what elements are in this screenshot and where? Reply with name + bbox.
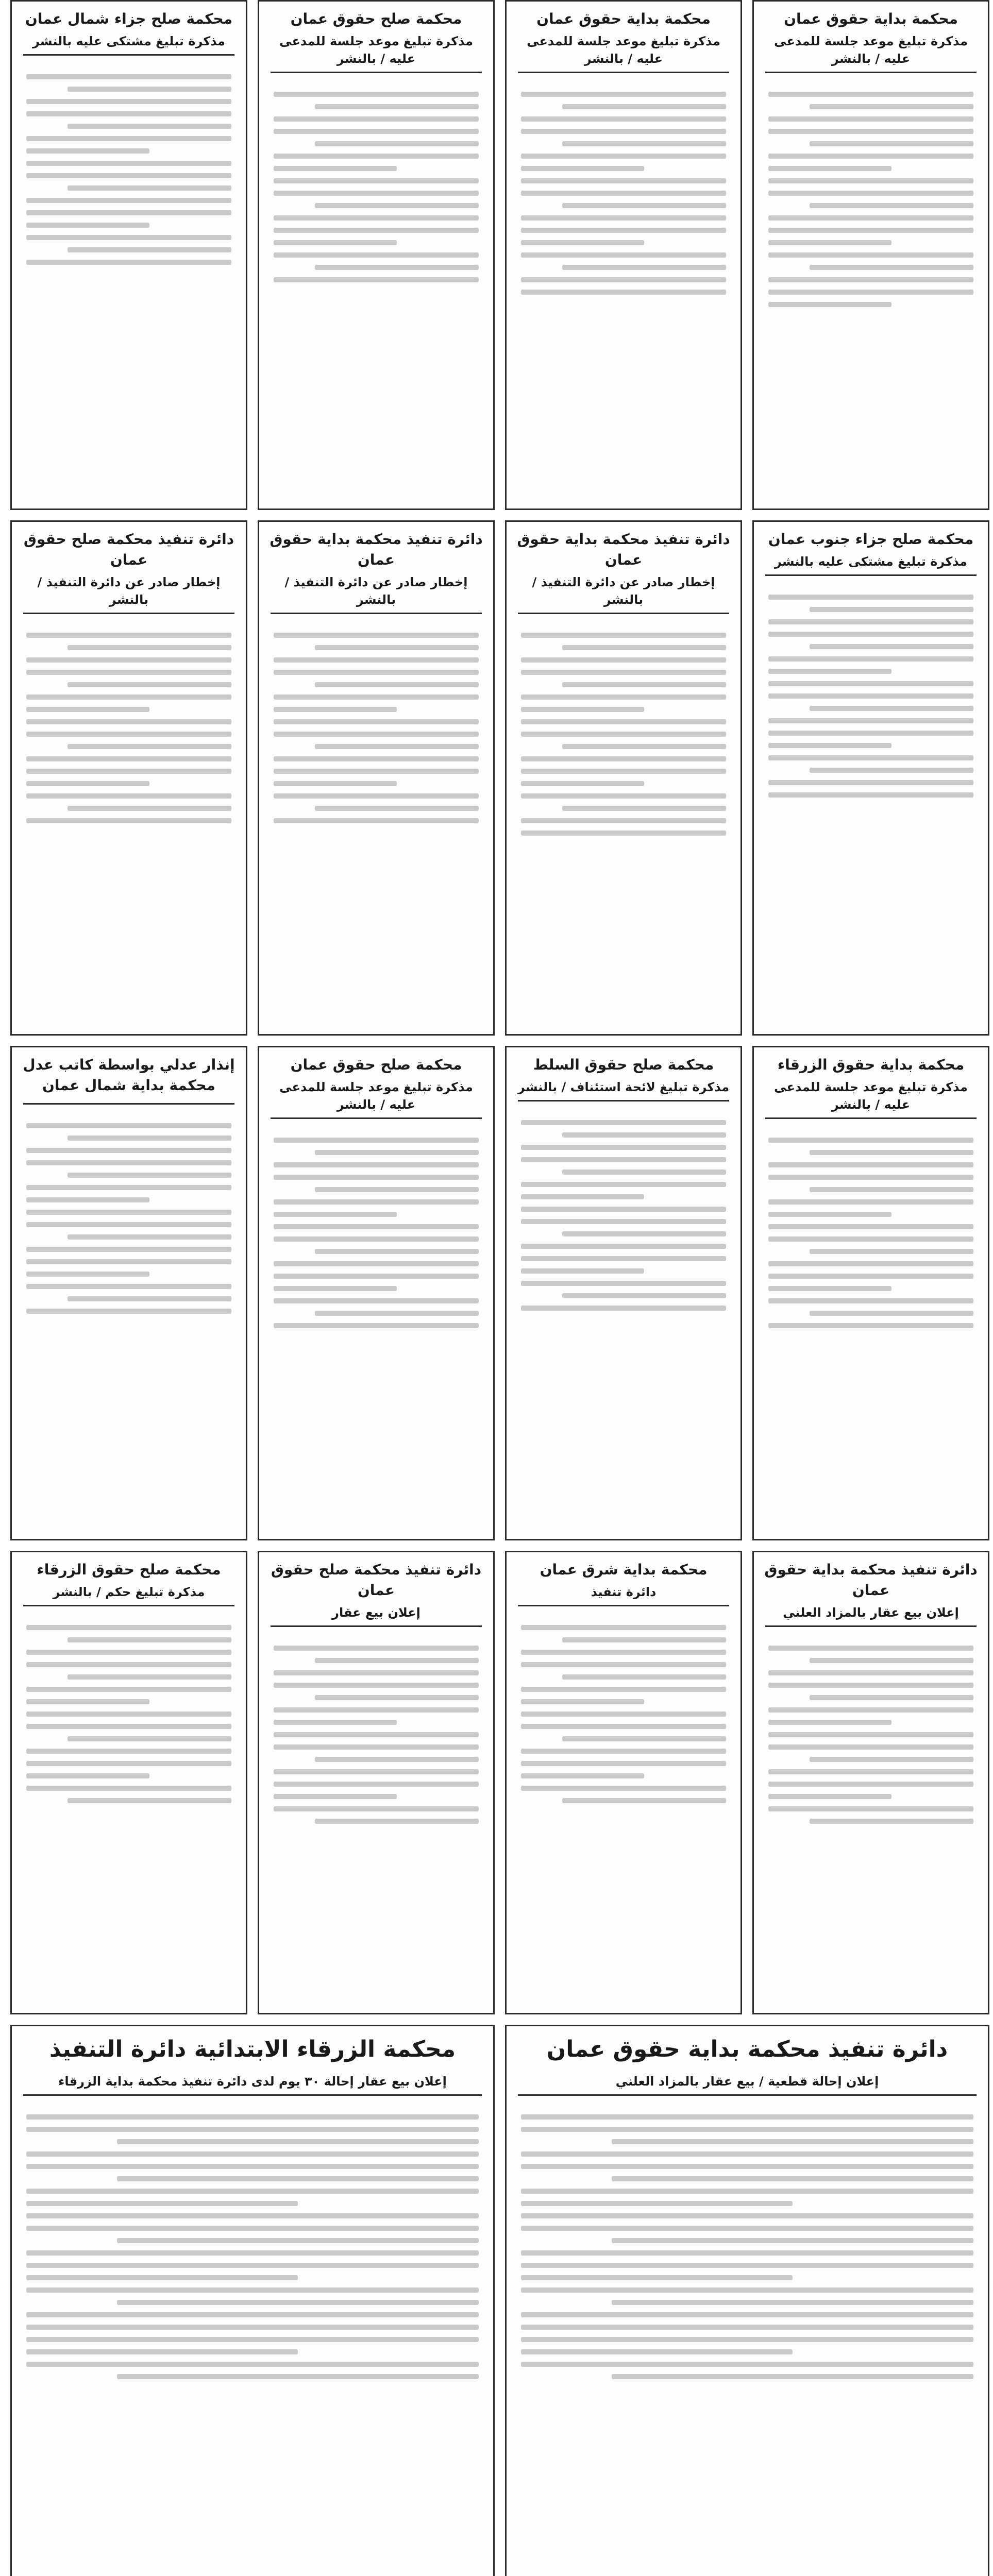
notice bbox=[10, 2025, 495, 2576]
notice bbox=[258, 520, 495, 1036]
notice bbox=[752, 520, 989, 1036]
notice-heading: محكمة صلح حقوق الزرقاء bbox=[37, 1561, 221, 1578]
notice-subheading: إعلان إحالة قطعية / بيع عقار بالمزاد العلني bbox=[615, 2074, 879, 2089]
notice bbox=[752, 1551, 989, 2014]
notice-heading: دائرة تنفيذ محكمة بداية حقوق عمان bbox=[517, 531, 730, 568]
notice bbox=[505, 520, 742, 1036]
notice-heading: محكمة بداية حقوق الزرقاء bbox=[777, 1056, 965, 1073]
notice bbox=[10, 520, 247, 1036]
notice-heading: محكمة صلح حقوق عمان bbox=[290, 10, 462, 27]
notice-subheading: إخطار صادر عن دائرة التنفيذ / بالنشر bbox=[37, 575, 221, 607]
notice-subheading: مذكرة تبليغ موعد جلسة للمدعى عليه / بالنشر bbox=[279, 34, 473, 66]
notice-heading: دائرة تنفيذ محكمة صلح حقوق عمان bbox=[23, 531, 234, 568]
notice bbox=[10, 1551, 247, 2014]
notice-heading: دائرة تنفيذ محكمة بداية حقوق عمان bbox=[764, 1561, 978, 1599]
notice-heading: محكمة صلح حقوق عمان bbox=[290, 1056, 462, 1073]
notice-subheading: إعلان بيع عقار bbox=[332, 1605, 420, 1620]
notice bbox=[752, 1046, 989, 1540]
notice bbox=[505, 2025, 989, 2576]
notice-subheading: مذكرة تبليغ مشتكى عليه بالنشر bbox=[774, 554, 968, 569]
notice-heading: محكمة صلح حقوق السلط bbox=[533, 1056, 714, 1073]
notice bbox=[10, 1046, 247, 1540]
notice-subheading: مذكرة تبليغ موعد جلسة للمدعى عليه / بالنشر bbox=[527, 34, 720, 66]
notice-heading: محكمة بداية حقوق عمان bbox=[536, 10, 711, 27]
notice-subheading: مذكرة تبليغ حكم / بالنشر bbox=[53, 1585, 205, 1599]
notice-heading: محكمة بداية شرق عمان bbox=[540, 1561, 708, 1578]
notice-subheading: دائرة تنفيذ bbox=[591, 1585, 657, 1599]
notice bbox=[258, 1046, 495, 1540]
notice-subheading: مذكرة تبليغ موعد جلسة للمدعى عليه / بالنشر bbox=[279, 1080, 473, 1112]
notice-heading: إنذار عدلي بواسطة كاتب عدل محكمة بداية شمال عمان bbox=[23, 1056, 235, 1094]
notice bbox=[258, 0, 495, 510]
notice bbox=[10, 0, 247, 510]
notice-heading: محكمة بداية حقوق عمان bbox=[784, 10, 958, 27]
notice bbox=[258, 1551, 495, 2014]
notice bbox=[505, 0, 742, 510]
notice-subheading: إخطار صادر عن دائرة التنفيذ / بالنشر bbox=[532, 575, 715, 607]
notice bbox=[752, 0, 989, 510]
notice bbox=[505, 1551, 742, 2014]
notice-heading: دائرة تنفيذ محكمة بداية حقوق عمان bbox=[270, 531, 483, 568]
notice-heading: محكمة صلح جزاء شمال عمان bbox=[25, 10, 233, 27]
notice-subheading: إعلان بيع عقار بالمزاد العلني bbox=[783, 1605, 959, 1620]
notice-heading: محكمة صلح جزاء جنوب عمان bbox=[768, 531, 974, 548]
notice-heading: دائرة تنفيذ محكمة صلح حقوق عمان bbox=[271, 1561, 482, 1599]
notice-subheading: مذكرة تبليغ موعد جلسة للمدعى عليه / بالنشر bbox=[774, 34, 968, 66]
notice-subheading: مذكرة تبليغ موعد جلسة للمدعى عليه / بالنشر bbox=[774, 1080, 968, 1112]
notice-heading: محكمة الزرقاء الابتدائية دائرة التنفيذ bbox=[49, 2036, 456, 2062]
notice bbox=[505, 1046, 742, 1540]
notice-heading: دائرة تنفيذ محكمة بداية حقوق عمان bbox=[546, 2036, 948, 2062]
notice-subheading: إعلان بيع عقار إحالة ٣٠ يوم لدى دائرة تنفيذ محكمة بداية الزرقاء bbox=[58, 2074, 447, 2089]
notice-subheading: مذكرة تبليغ مشتكى عليه بالنشر bbox=[32, 34, 226, 48]
notice-subheading: مذكرة تبليغ لائحة استئناف / بالنشر bbox=[517, 1080, 730, 1094]
notice-subheading: إخطار صادر عن دائرة التنفيذ / بالنشر bbox=[284, 575, 468, 607]
